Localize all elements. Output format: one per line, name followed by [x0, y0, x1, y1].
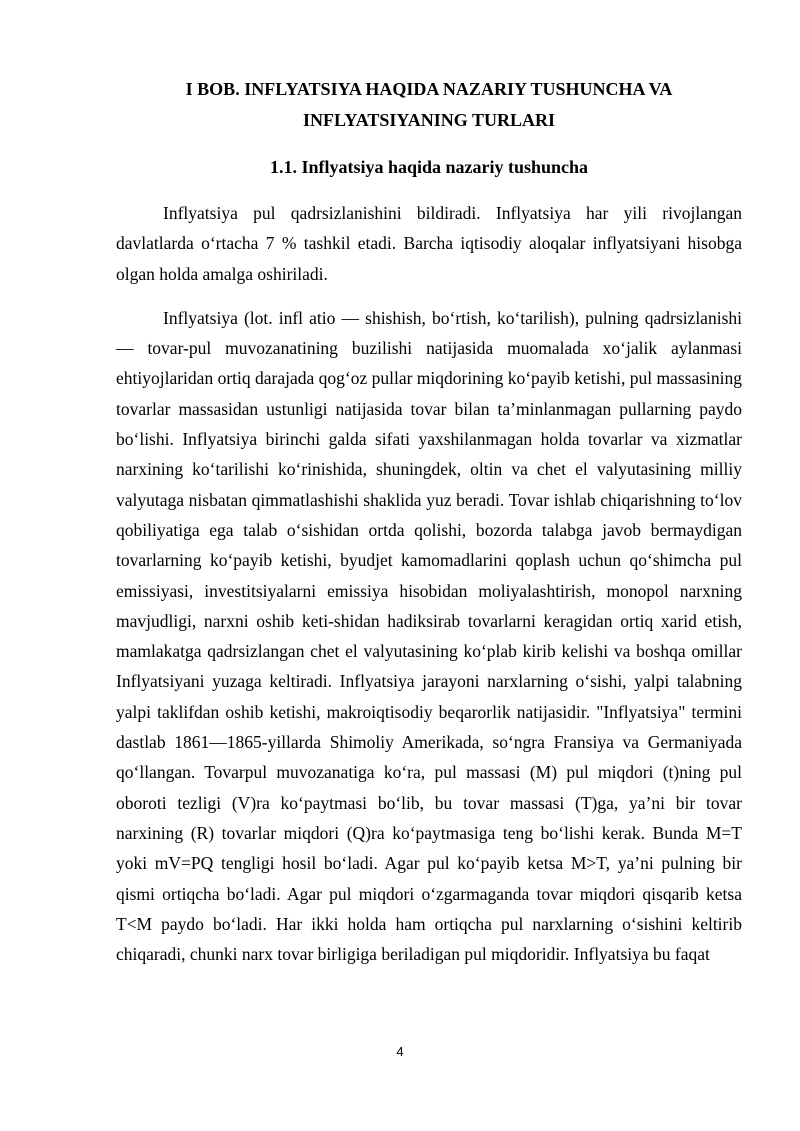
page-number: 4: [396, 1044, 404, 1059]
section-title: 1.1. Inflyatsiya haqida nazariy tushuncha: [269, 157, 589, 177]
body-paragraph-2: Inflyatsiya (lot. infl atio — shishish, bo‘rtish, ko‘tarilish), pulning qadrsizlanishi — tovar-pul muvozanatining buzilishi natijasida muomalada xo‘jalik aylanmasi ehtiyojlaridan ortiq darajada qog‘oz pullar miqdorining ko‘payib ketishi, pul massasining tovarlar massasidan ustunligi natijasida tovar bilan ta’minlanmagan pullarning paydo bo‘lishi. Inflyatsiya birinchi galda sifati yaxshilanmagan holda tovarlar va xizmatlar narxining ko‘tarilishi ko‘rinishida, shuningdek, oltin va chet el valyutasining milliy valyutaga nisbatan qimmatlashishi shaklida yuz beradi. Tovar ishlab chiqarishning to‘lov qobiliyatiga ega talab o‘sishidan ortda qolishi, bozorda talabga javob bermaydigan tovarlarning ko‘payib ketishi, byudjet kamomadlarini qoplash uchun qo‘shimcha pul emissiyasi, investitsiyalarni emissiya hisobidan moliyalashtirish, monopol narxning mavjudligi, narxni oshib keti-shidan hadiksirab tovarlarni keragidan ortiq xarid etish, mamlakatga qadrsizlangan chet el valyutasining ko‘plab kirib kelishi va boshqa omillar Inflyatsiyani yuzaga keltiradi. Inflyatsiya jarayoni narxlarning o‘sishi, yalpi talabning yalpi taklifdan oshib ketishi, makroiqtisodiy beqarorlik natijasidir. "Inflyatsiya" termini dastlab 1861—1865-yillarda Shimoliy Amerikada, so‘ngra Fransiya va Germaniyada qo‘llangan. Tovarpul muvozanatiga ko‘ra, pul massasi (M) pul miqdori (t)ning pul oboroti tezligi (V)ra ko‘paytmasi bo‘lib, bu tovar massasi (T)ga, ya’ni bir tovar narxining (R) tovarlar miqdori (Q)ra ko‘paytmasiga teng bo‘lishi kerak. Bunda M=T yoki mV=PQ tengligi hosil bo‘ladi. Agar pul ko‘payib ketsa M>T, ya’ni pulning bir qismi ortiqcha bo‘ladi. Agar pul miqdori o‘zgarmaganda tovar miqdori qisqarib ketsa T<M paydo bo‘ladi. Har ikki holda ham ortiqcha pul narxlarning o‘sishini keltirib chiqaradi, chunki narx tovar birligiga beriladigan pul miqdoridir. Inflyatsiya bu faqat: [116, 307, 742, 965]
chapter-title-line-1: I BOB. INFLYATSIYA HAQIDA NAZARIY TUSHUNCHA VA: [185, 79, 673, 99]
chapter-title-line-2: INFLYATSIYANING TURLARI: [303, 110, 555, 130]
chapter-title: [116, 74, 742, 136]
body-paragraph-1: Inflyatsiya pul qadrsizlanishini bildiradi. Inflyatsiya har yili rivojlangan davlatlarda o‘rtacha 7 % tashkil etadi. Barcha iqtisodiy aloqalar inflyatsiyani hisobga olgan holda amalga oshiriladi.: [116, 203, 742, 284]
